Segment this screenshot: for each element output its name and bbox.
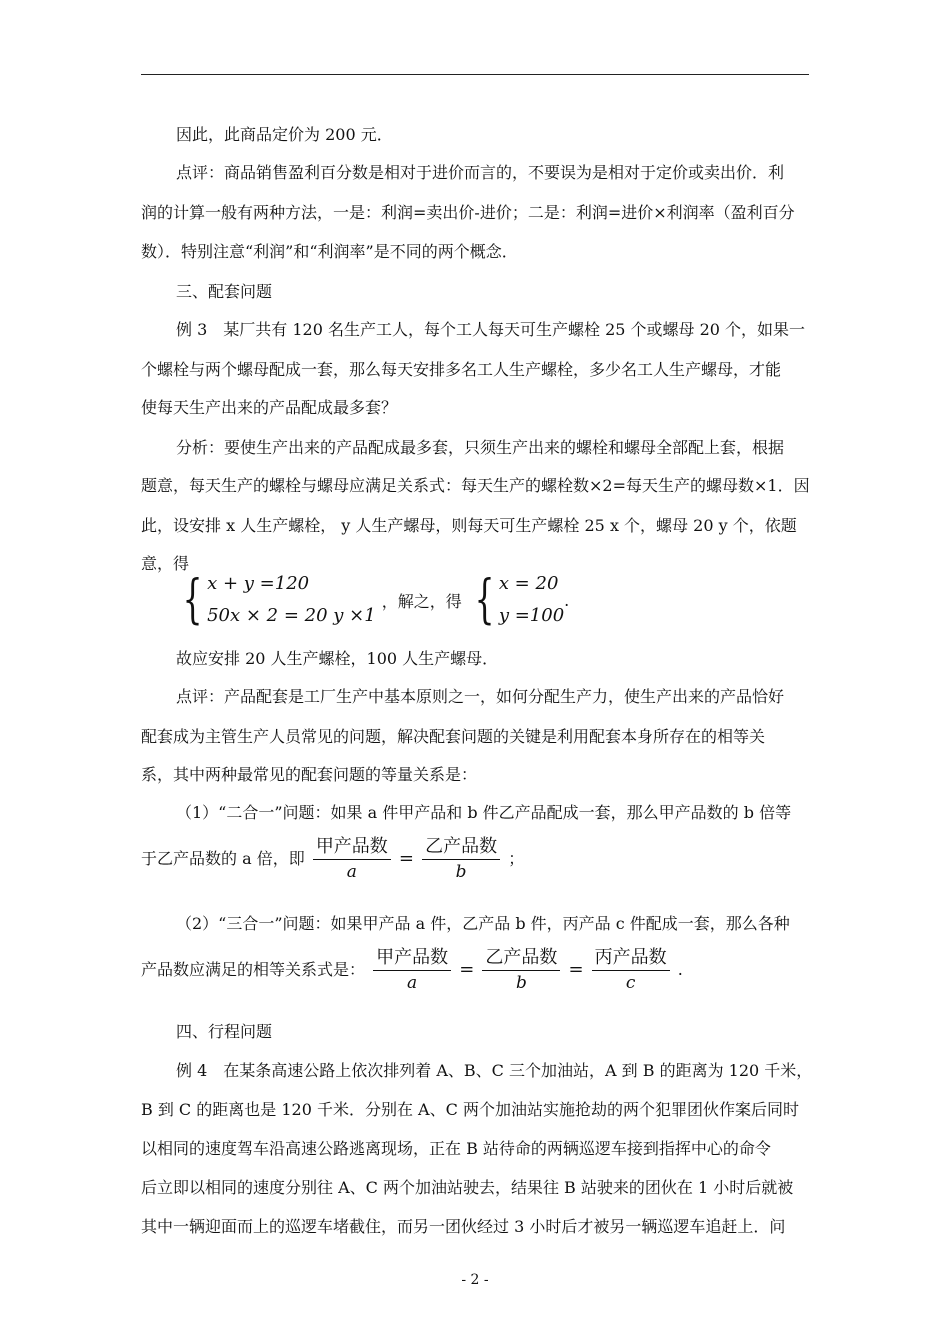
paragraph-line: （2）“三合一”问题：如果甲产品 a 件，乙产品 b 件，丙产品 c 件配成一套，那么各种	[176, 914, 790, 933]
numerator: 甲产品数	[376, 947, 449, 968]
left-brace: {	[474, 570, 495, 630]
equation: 50x × 2 = 20 y ×1	[207, 605, 376, 626]
denominator: b	[515, 973, 527, 993]
equation: x + y =120	[207, 573, 310, 594]
period: .	[564, 590, 570, 610]
paragraph-line: 点评：产品配套是工厂生产中基本原则之一，如何分配生产力，使生产出来的产品恰好	[176, 687, 785, 706]
paragraph-line: 后立即以相同的速度分别往 A、C 两个加油站驶去，结果往 B 站驶来的团伙在 1 小时后就被	[141, 1178, 794, 1197]
fraction	[422, 835, 500, 884]
fraction	[592, 946, 670, 995]
paragraph-line: B 到 C 的距离也是 120 千米．分别在 A、C 两个加油站实施抢劫的两个犯罪团伙作案后同时	[141, 1100, 799, 1119]
paragraph-line: 个螺栓与两个螺母配成一套，那么每天安排多名工人生产螺栓，多少名工人生产螺母，才能	[141, 360, 782, 379]
numerator: 甲产品数	[315, 836, 388, 857]
paragraph-line: 点评：商品销售盈利百分数是相对于进价而言的，不要误为是相对于定价或卖出价．利	[176, 163, 785, 182]
formula-line	[141, 946, 683, 995]
numerator: 丙产品数	[594, 947, 667, 968]
equation: y =100	[498, 605, 565, 626]
formula-lead: 产品数应满足的相等关系式是：	[141, 960, 366, 979]
formula-lead: 于乙产品数的 a 倍，即	[141, 849, 305, 868]
fraction	[482, 946, 560, 995]
page-number: - 2 -	[461, 1272, 489, 1288]
fraction	[373, 946, 451, 995]
formula-line	[141, 835, 524, 884]
semicolon: ；	[508, 849, 525, 868]
paragraph-line: 系，其中两种最常见的配套问题的等量关系是：	[141, 765, 478, 784]
paragraph-line: 以相同的速度驾车沿高速公路逃离现场，正在 B 站待命的两辆巡逻车接到指挥中心的命令	[141, 1139, 771, 1158]
paragraph-line: 其中一辆迎面而上的巡逻车堵截住，而另一团伙经过 3 小时后才被另一辆巡逻车追赶上．问	[141, 1217, 786, 1236]
section-heading: 三、配套问题	[176, 282, 273, 301]
paragraph-line: 因此，此商品定价为 200 元．	[176, 125, 393, 144]
paragraph-line: 数）．特别注意“利润”和“利润率”是不同的两个概念．	[141, 242, 518, 261]
denominator: b	[455, 862, 467, 882]
solve-text: ，解之，得	[381, 591, 462, 611]
equation-stack-solution	[499, 572, 564, 628]
denominator: a	[407, 973, 418, 993]
paragraph-line: 例 4 在某条高速公路上依次排列着 A、B、C 三个加油站，A 到 B 的距离为 120 千米，	[176, 1061, 813, 1080]
fraction	[313, 835, 391, 884]
section-heading: 四、行程问题	[176, 1022, 273, 1041]
denominator: a	[346, 862, 357, 882]
paragraph-line: 意，得	[141, 554, 190, 573]
paragraph-line: 分析：要使生产出来的产品配成最多套，只须生产出来的螺栓和螺母全部配上套，根据	[176, 438, 785, 457]
paragraph-line: 润的计算一般有两种方法，一是：利润=卖出价-进价；二是：利润=进价×利润率（盈利百分	[141, 203, 795, 222]
equation-stack-given	[207, 572, 376, 628]
equation: x = 20	[498, 573, 559, 594]
paragraph-line: 使每天生产出来的产品配成最多套？	[141, 398, 398, 417]
paragraph-line: 配套成为主管生产人员常见的问题，解决配套问题的关键是利用配套本身所存在的相等关	[141, 727, 766, 746]
equals-sign: =	[459, 959, 475, 980]
paragraph-line: 此，设安排 x 人生产螺栓， y 人生产螺母，则每天可生产螺栓 25 x 个，螺母 20 y 个，依题	[141, 516, 797, 535]
paragraph-line: 题意，每天生产的螺栓与螺母应满足关系式：每天生产的螺栓数×2=每天生产的螺母数×1．因	[141, 476, 810, 495]
denominator: c	[625, 973, 636, 993]
paragraph-line: 故应安排 20 人生产螺栓，100 人生产螺母．	[176, 649, 499, 668]
left-brace: {	[182, 570, 203, 630]
equation-system	[176, 570, 569, 630]
numerator: 乙产品数	[425, 836, 498, 857]
equals-sign: =	[568, 959, 584, 980]
header-rule	[141, 74, 809, 75]
period: .	[677, 960, 683, 979]
paragraph-line: （1）“二合一”问题：如果 a 件甲产品和 b 件乙产品配成一套，那么甲产品数的 b 倍等	[176, 803, 792, 822]
numerator: 乙产品数	[485, 947, 558, 968]
paragraph-line: 例 3 某厂共有 120 名生产工人，每个工人每天可生产螺栓 25 个或螺母 20 个，如果一	[176, 320, 806, 339]
equals-sign: =	[398, 848, 414, 869]
